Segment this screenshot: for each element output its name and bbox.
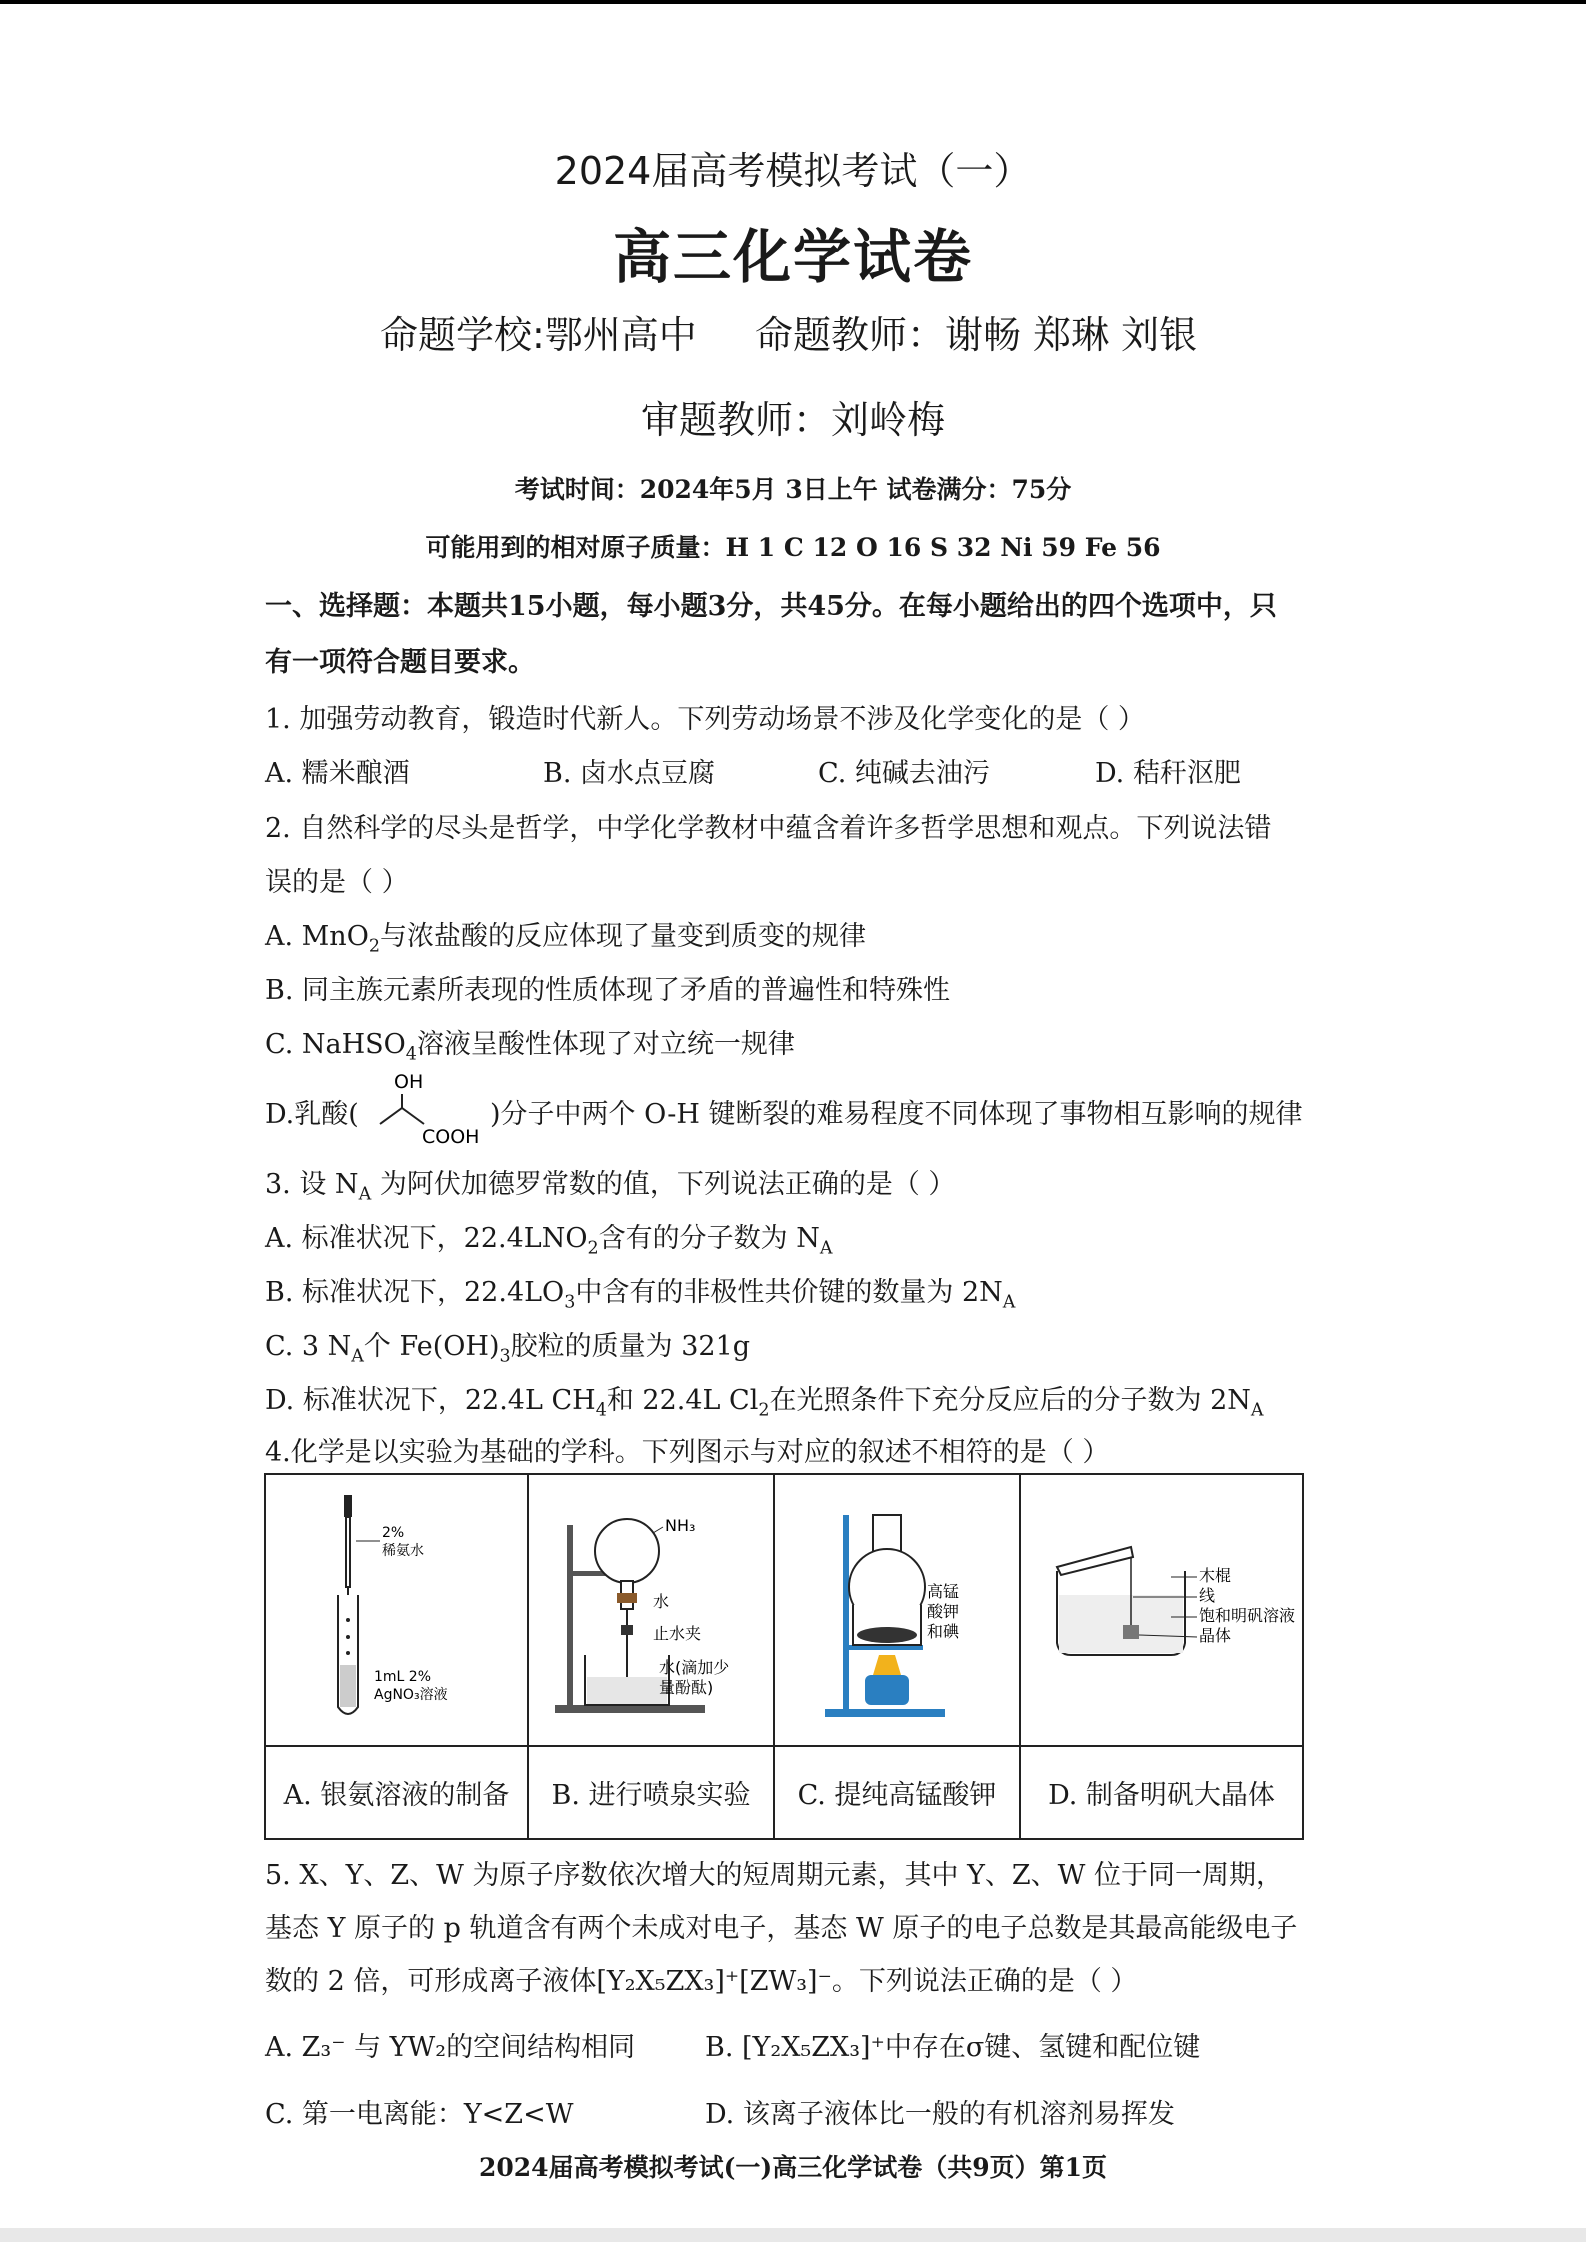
q5-option-c: C. 第一电离能：Y<Z<W: [265, 2099, 574, 2130]
q3-option-a: A. 标准状况下，$22.4LNO_2$含有的分子数为 $N_A$: [265, 1223, 833, 1259]
svg-text:OH: OH: [394, 1071, 424, 1093]
q1-option-d: D. 秸秆沤肥: [1095, 758, 1241, 789]
svg-text:1mL 2%: 1mL 2%: [374, 1669, 432, 1685]
svg-text:高锰: 高锰: [927, 1582, 960, 1601]
svg-text:水(滴加少: 水(滴加少: [659, 1658, 730, 1677]
svg-text:线: 线: [1199, 1586, 1216, 1605]
page-footer: 2024届高考模拟考试(一)高三化学试卷（共9页）第1页: [478, 2153, 1108, 2182]
svg-text:2%: 2%: [382, 1525, 405, 1541]
q2-option-b: B. 同主族元素所表现的性质体现了矛盾的普遍性和特殊性: [265, 975, 951, 1006]
fig-b-drawing: [529, 1475, 773, 1743]
q5-stem-line1: 5. X、Y、Z、W 为原子序数依次增大的短周期元素，其中 Y、Z、W 位于同一周期，: [265, 1860, 1283, 1891]
fig-b-cell: [529, 1475, 775, 1745]
svg-text:晶体: 晶体: [1199, 1626, 1232, 1645]
q5-option-b: B. [Y₂X₅ZX₃]⁺中存在σ键、氢键和配位键: [705, 2032, 1201, 2063]
svg-text:饱和明矾溶液: 饱和明矾溶液: [1199, 1606, 1296, 1625]
q3-stem: 3. 设 $N_A$ 为阿伏加德罗常数的值，下列说法正确的是（ ）: [265, 1169, 956, 1205]
q4-stem: 4.化学是以实验为基础的学科。下列图示与对应的叙述不相符的是（ ）: [265, 1437, 1110, 1468]
section-heading-line1: 一、选择题：本题共15小题，每小题3分，共45分。在每小题给出的四个选项中，只: [265, 591, 1277, 622]
q5-stem-line2: 基态 Y 原子的 p 轨道含有两个未成对电子，基态 W 原子的电子总数是其最高能级电子: [265, 1913, 1298, 1944]
fig-c-cell: [775, 1475, 1021, 1745]
q2-option-d-post: )分子中两个 O-H 键断裂的难易程度不同体现了事物相互影响的规律: [490, 1099, 1303, 1130]
fig-c-caption: C. 提纯高锰酸钾: [775, 1745, 1021, 1838]
q5-option-d: D. 该离子液体比一般的有机溶剂易挥发: [705, 2099, 1175, 2130]
svg-text:COOH: COOH: [422, 1126, 480, 1148]
fig-c-drawing: [775, 1475, 1019, 1743]
q3-option-b: B. 标准状况下，$22.4LO_3$中含有的非极性共价键的数量为 $2N_A$: [265, 1277, 1016, 1313]
q2-stem-line1: 2. 自然科学的尽头是哲学，中学化学教材中蕴含着许多哲学思想和观点。下列说法错: [265, 813, 1272, 844]
bottom-shadow: [0, 2228, 1586, 2242]
q1-option-a: A. 糯米酿酒: [265, 758, 410, 789]
q3-option-d: D. 标准状况下，22.4L $CH_4$和 22.4L $Cl_2$在光照条件下充分反应后的分子数为 $2N_A$: [265, 1385, 1264, 1421]
fig-a-drawing: [266, 1475, 526, 1743]
fig-a-cell: [266, 1475, 529, 1745]
top-border: [0, 0, 1586, 4]
svg-text:量酚酞): 量酚酞): [659, 1678, 714, 1697]
school-label: 命题学校:鄂州高中: [380, 313, 697, 357]
q2-option-c: C. NaHSO$_4$溶液呈酸性体现了对立统一规律: [265, 1029, 795, 1065]
svg-text:水: 水: [653, 1592, 670, 1611]
q3-option-c: C. 3 $N_A$个 $Fe(OH)_3$胶粒的质量为 321g: [265, 1331, 751, 1367]
exam-info: 考试时间：2024年5月 3日上午 试卷满分：75分: [514, 475, 1072, 504]
q5-stem-line3: 数的 2 倍，可形成离子液体[Y₂X₅ZX₃]⁺[ZW₃]⁻。下列说法正确的是（ ）: [265, 1966, 1138, 1997]
section-heading-line2: 有一项符合题目要求。: [265, 647, 535, 678]
q1-stem: 1. 加强劳动教育，锻造时代新人。下列劳动场景不涉及化学变化的是（ ）: [265, 704, 1145, 735]
reviewer-label: 审题教师：刘岭梅: [640, 398, 945, 442]
fig-d-caption: D. 制备明矾大晶体: [1021, 1745, 1302, 1838]
q2-option-a: A. MnO$_2$与浓盐酸的反应体现了量变到质变的规律: [265, 921, 866, 957]
fig-a-caption: A. 银氨溶液的制备: [266, 1745, 529, 1838]
atomic-masses: 可能用到的相对原子质量：H 1 C 12 O 16 S 32 Ni 59 Fe 56: [425, 533, 1161, 562]
svg-text:稀氨水: 稀氨水: [382, 1543, 424, 1559]
paper-title: 高三化学试卷: [612, 223, 973, 291]
fig-b-caption: B. 进行喷泉实验: [529, 1745, 775, 1838]
svg-text:酸钾: 酸钾: [927, 1602, 960, 1621]
fig-d-drawing: [1021, 1475, 1300, 1743]
teachers-label: 命题教师：谢畅 郑琳 刘银: [755, 313, 1198, 357]
lactic-acid-structure: [372, 1068, 492, 1148]
svg-text:止水夹: 止水夹: [653, 1624, 702, 1643]
q1-option-c: C. 纯碱去油污: [818, 758, 990, 789]
q5-option-a: A. Z₃⁻ 与 YW₂的空间结构相同: [265, 2032, 636, 2063]
q2-stem-line2: 误的是（ ）: [265, 867, 409, 898]
svg-text:AgNO₃溶液: AgNO₃溶液: [374, 1687, 448, 1703]
exam-title: 2024届高考模拟考试（一）: [554, 149, 1032, 193]
svg-text:和碘: 和碘: [927, 1622, 960, 1641]
fig-d-cell: [1021, 1475, 1302, 1745]
q1-option-b: B. 卤水点豆腐: [543, 758, 716, 789]
q4-figure-table: [264, 1473, 1304, 1840]
svg-text:木棍: 木棍: [1199, 1566, 1232, 1585]
q2-option-d-pre: D.乳酸(: [265, 1099, 359, 1130]
svg-text:NH₃: NH₃: [665, 1516, 696, 1535]
